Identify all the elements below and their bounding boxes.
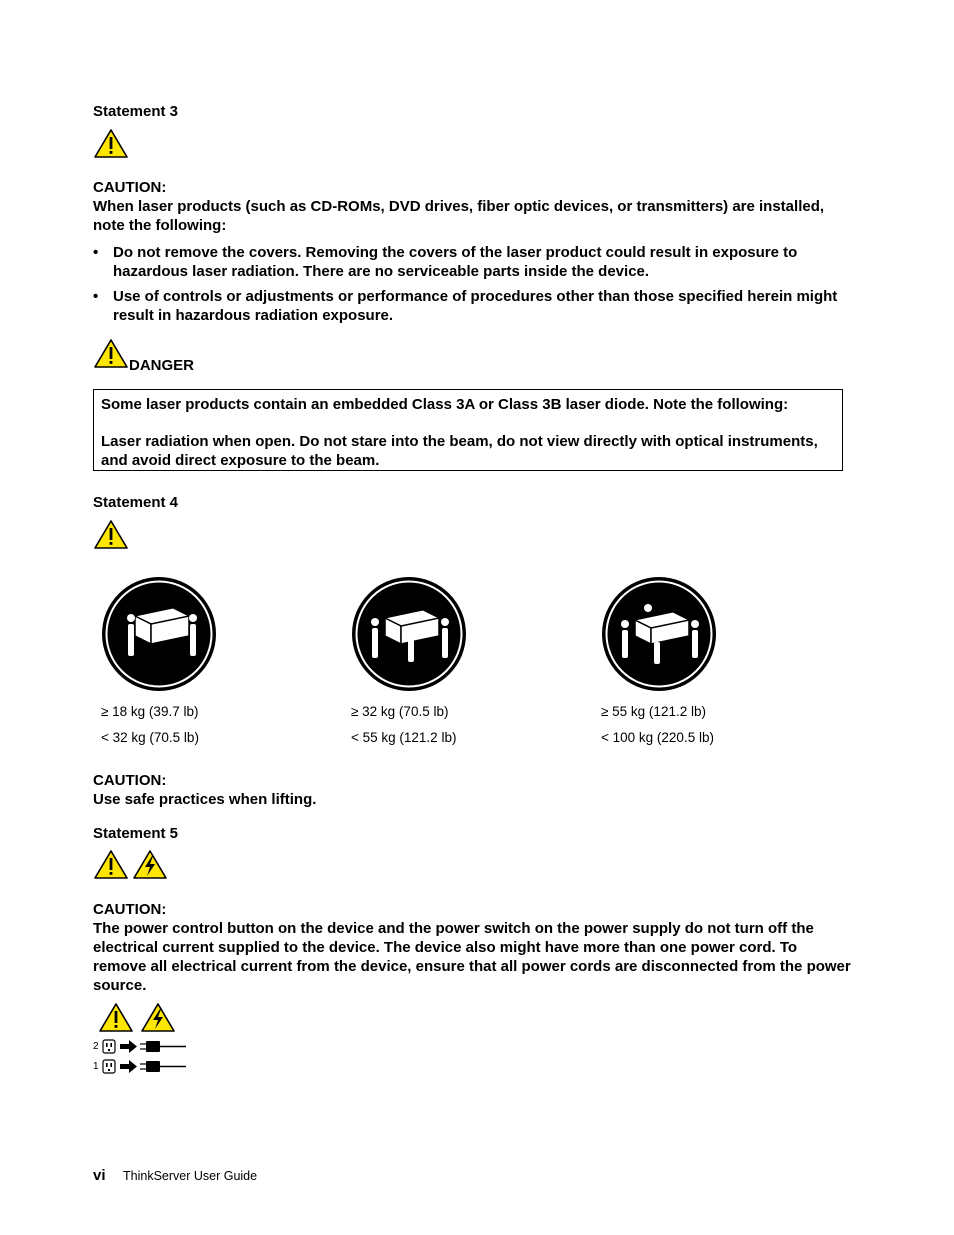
electrical-hazard-icon: [132, 849, 168, 880]
power-plug-icon: [140, 1041, 186, 1052]
statement-5-title: Statement 5: [93, 825, 179, 842]
page-number: vi: [93, 1167, 106, 1184]
power-cord-diagram: [102, 1058, 188, 1075]
power-outlet-icon: [103, 1060, 115, 1073]
statement-4-caution-label: CAUTION:: [93, 772, 167, 789]
lifting-people-icon: [101, 576, 217, 692]
arrow-right-icon: [120, 1040, 137, 1053]
statement-3-title: Statement 3: [93, 103, 179, 120]
weight-min-label: ≥ 18 kg (39.7 lb): [101, 704, 199, 719]
danger-box: [93, 389, 843, 471]
statement-4-caution-text: Use safe practices when lifting.: [93, 791, 317, 808]
statement-5-caution-text: The power control button on the device and the power switch on the power supply do not turn off the electrical current supplied to the device. The device also might have more than one power cord. To remove all electrical current from the device, ensure that all power cords are disconnected from the power source.: [93, 920, 851, 994]
electrical-hazard-icon: [140, 1002, 176, 1033]
warning-triangle-icon: [93, 338, 129, 369]
lifting-people-icon: [351, 576, 467, 692]
weight-max-label: < 32 kg (70.5 lb): [101, 730, 199, 745]
arrow-right-icon: [120, 1060, 137, 1073]
document-title: ThinkServer User Guide: [123, 1169, 258, 1183]
warning-triangle-icon: [93, 128, 129, 159]
statement-4-title: Statement 4: [93, 494, 179, 511]
power-plug-icon: [140, 1061, 186, 1072]
lifting-people-icon: [601, 576, 717, 692]
statement-3-bullet: • Do not remove the covers. Removing the covers of the laser product could result in exposure to hazardous laser radiation. There are no serviceable parts inside the device.: [93, 243, 853, 281]
statement-5-caution-label: CAUTION:: [93, 901, 167, 918]
danger-line-1: Some laser products contain an embedded Class 3A or Class 3B laser diode. Note the following:: [101, 396, 789, 413]
weight-min-label: ≥ 55 kg (121.2 lb): [601, 704, 706, 719]
danger-label: DANGER: [129, 357, 195, 374]
statement-3-caution-label: CAUTION:: [93, 179, 167, 196]
warning-triangle-icon: [93, 519, 129, 550]
power-cord-number: 2: [93, 1041, 99, 1052]
statement-3-intro: When laser products (such as CD-ROMs, DVD drives, fiber optic devices, or transmitters) are installed, note the following:: [93, 198, 825, 234]
power-cord-number: 1: [93, 1061, 99, 1072]
warning-triangle-icon: [98, 1002, 134, 1033]
warning-triangle-icon: [93, 849, 129, 880]
danger-line-2: Laser radiation when open. Do not stare into the beam, do not view directly with optical instruments, and avoid direct exposure to the beam.: [101, 433, 818, 469]
weight-max-label: < 55 kg (121.2 lb): [351, 730, 457, 745]
statement-3-bullet-list: [93, 243, 853, 331]
power-cord-diagram: [102, 1038, 188, 1055]
statement-3-bullet: • Use of controls or adjustments or performance of procedures other than those specified herein might result in hazardous radiation exposure.: [93, 287, 853, 325]
weight-min-label: ≥ 32 kg (70.5 lb): [351, 704, 449, 719]
weight-max-label: < 100 kg (220.5 lb): [601, 730, 714, 745]
power-outlet-icon: [103, 1040, 115, 1053]
